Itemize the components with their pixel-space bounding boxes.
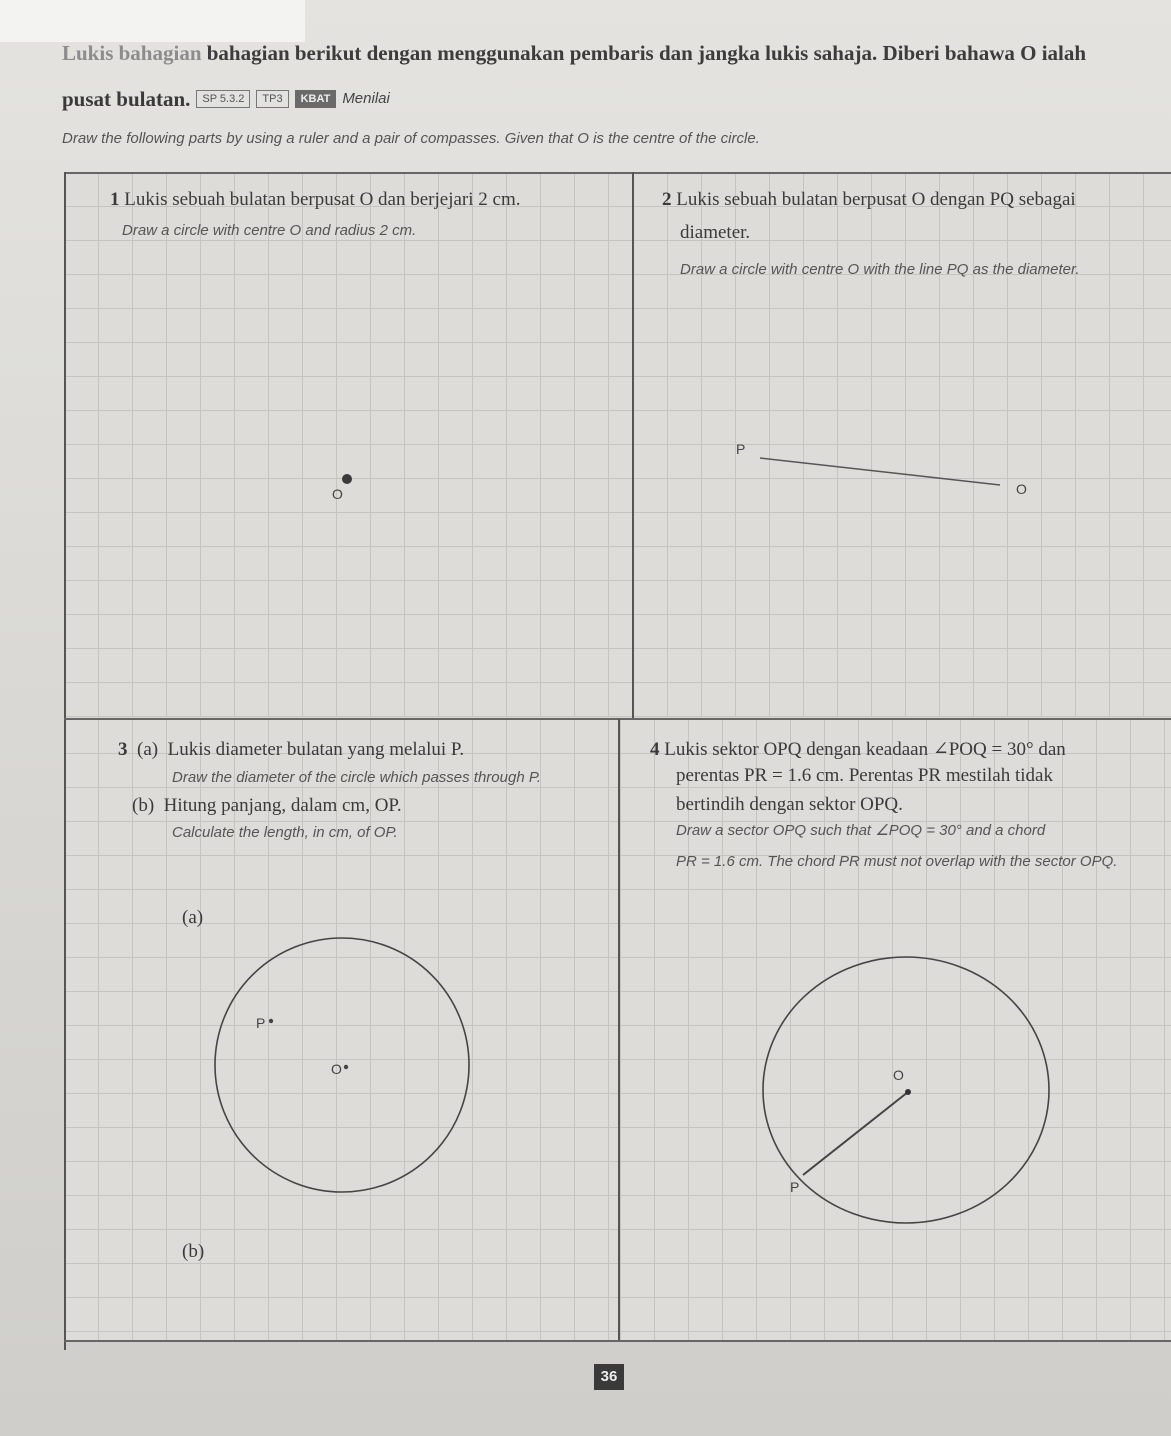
q3-label-o: O: [331, 1061, 342, 1077]
q3-part-b: (b) Hitung panjang, dalam cm, OP.: [132, 795, 402, 816]
q3-point-p: [269, 1019, 273, 1023]
q3-point-o: [344, 1065, 348, 1069]
page-number: 36: [594, 1364, 624, 1390]
q3-answer-b-label: (b): [182, 1241, 205, 1262]
q1-english: Draw a circle with centre O and radius 2 cm.: [122, 222, 417, 239]
q2-line-pq: [760, 458, 1000, 485]
q3-part-a: 3 (a) Lukis diameter bulatan yang melalui P.: [118, 739, 465, 760]
instruction-malay-line1: Lukis bahagian bahagian berikut dengan menggunakan pembaris dan jangka lukis sahaja. Diberi bahawa O ialah: [62, 41, 1087, 65]
q1-title: 1 Lukis sebuah bulatan berpusat O dan berjejari 2 cm.: [110, 189, 521, 210]
q3-label-p: P: [256, 1015, 266, 1031]
q4-centre-point: [905, 1089, 911, 1095]
q4-line3: bertindih dengan sektor OPQ.: [676, 794, 903, 815]
q3-answer-a-label: (a): [182, 907, 204, 928]
q4-line2: perentas PR = 1.6 cm. Perentas PR mestilah tidak: [676, 765, 1053, 786]
q3-circle: [215, 938, 469, 1192]
q2-title: 2 Lukis sebuah bulatan berpusat O dengan PQ sebagai: [662, 189, 1076, 210]
q4-line1: 4 Lukis sektor OPQ dengan keadaan ∠POQ = 30° dan: [650, 739, 1066, 760]
q4-radius-op: [803, 1092, 908, 1175]
q2-english: Draw a circle with centre O with the line PQ as the diameter.: [680, 261, 1080, 278]
q1-label-o: O: [332, 486, 343, 502]
q2-label-o: O: [1016, 481, 1027, 497]
q4-label-p: P: [790, 1179, 800, 1195]
tag-sp: SP 5.3.2: [196, 90, 250, 108]
q4-english-line1: Draw a sector OPQ such that ∠POQ = 30° and a chord: [676, 822, 1046, 839]
instruction-english: Draw the following parts by using a ruler and a pair of compasses. Given that O is the centre of the circle.: [62, 130, 760, 147]
tag-kbat: KBAT: [295, 90, 337, 108]
tag-menilai: Menilai: [342, 90, 390, 107]
q2-title-cont: diameter.: [680, 222, 751, 243]
q4-english-line2: PR = 1.6 cm. The chord PR must not overlap with the sector OPQ.: [676, 853, 1118, 870]
q4-label-o: O: [893, 1067, 904, 1083]
q3-part-a-english: Draw the diameter of the circle which passes through P.: [172, 769, 542, 786]
instruction-malay-line2: pusat bulatan. SP 5.3.2 TP3 KBAT Menilai: [62, 87, 390, 111]
q2-label-p: P: [736, 441, 746, 457]
q1-centre-point: [342, 474, 352, 484]
q3-part-b-english: Calculate the length, in cm, of OP.: [172, 824, 398, 841]
tag-tp: TP3: [256, 90, 288, 108]
